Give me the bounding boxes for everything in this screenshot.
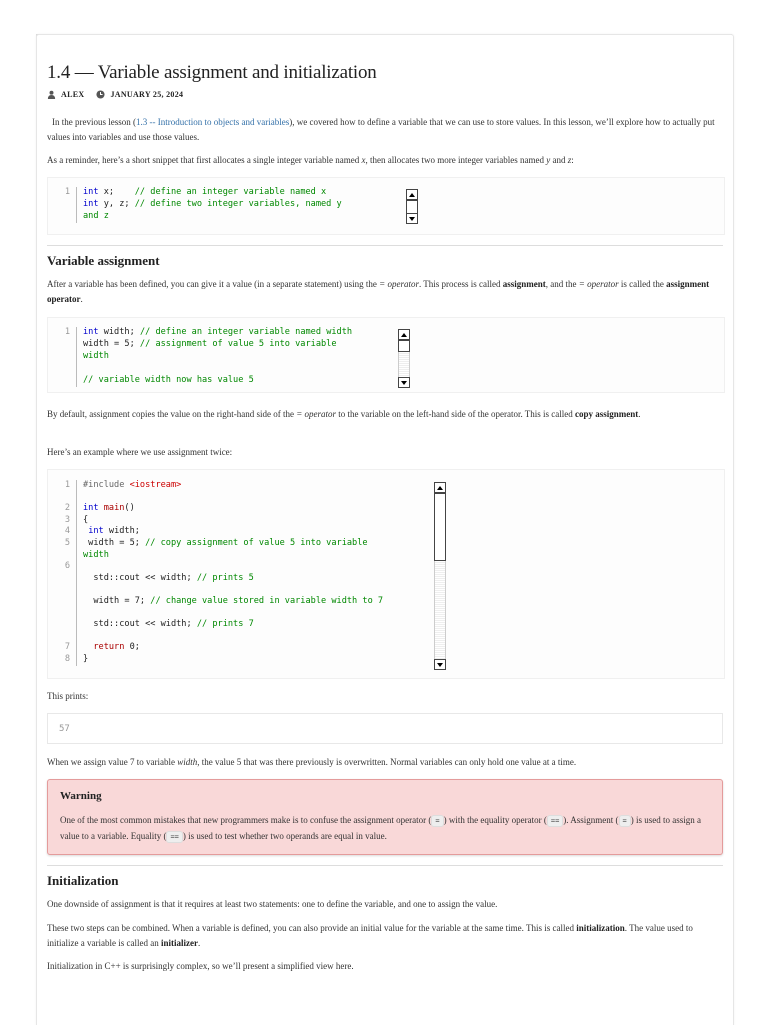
scroll-thumb[interactable] [434,493,446,561]
code-line: width = 7; // change value stored in variable width to 7 [83,596,384,606]
line-number: 3 [64,514,70,525]
section-divider [47,865,723,866]
scroll-down-button[interactable] [406,213,418,224]
code-line: return 0; [93,642,140,653]
scroll-up-button[interactable] [406,189,418,200]
inline-code-equality: == [547,815,563,827]
code-line: width [83,351,109,361]
user-icon [47,90,56,99]
clock-icon [96,90,105,99]
code-line: #include <iostream> [83,480,182,490]
section-heading-variable-assignment: Variable assignment [47,253,160,268]
inline-code-assign: = [431,815,443,827]
copy-assignment-paragraph: By default, assignment copies the value on the right-hand side of the = operator to the variable on the left-hand side of the operator. This is called copy assignment. [47,409,641,419]
code-block-3 [47,469,725,679]
code-line: { [83,514,89,525]
code-block-1-scrollbar[interactable] [406,189,420,225]
scroll-down-button[interactable] [434,659,446,670]
scroll-thumb[interactable] [406,200,418,214]
example-intro-paragraph: Here’s an example where we use assignment twice: [47,447,233,457]
code-block-2 [47,317,725,393]
section-divider [47,245,723,246]
assignment-paragraph: After a variable has been defined, you can give it a value (in a separate statement) using the = operator. This process is called assignment, and the = operator is called the assignment operator. [47,279,710,304]
code-block-1 [47,177,725,235]
scroll-thumb[interactable] [398,340,410,352]
scroll-track[interactable] [398,352,410,377]
code-line: std::cout << width; // prints 5 [83,572,254,583]
code-line: int width; // define an integer variable named width [83,327,353,337]
intro-paragraph: In the previous lesson (1.3 -- Introduction to objects and variables), we covered how to define a variable that we can use to store values. In this lesson, we’ll explore how to actually put values into variables and use those values. [47,117,715,142]
code-line: std::cout << width; // prints 7 [83,619,254,630]
scroll-down-button[interactable] [398,377,410,388]
section-heading-initialization: Initialization [47,873,119,888]
publish-date: JANUARY 25, 2024 [110,90,184,99]
scroll-up-button[interactable] [434,482,446,493]
prints-label: This prints: [47,691,89,701]
init-paragraph-1: One downside of assignment is that it requires at least two statements: one to define the variable, and one to assign the value. [47,899,498,909]
scroll-track[interactable] [434,561,446,659]
line-number: 1 [64,327,70,337]
gutter-line [76,480,77,666]
article-meta [47,90,183,99]
code-line: } [83,654,89,664]
output-text: 57 [59,724,70,734]
warning-heading: Warning [60,790,102,802]
line-number: 6 [64,561,70,572]
code-block-3-scrollbar[interactable] [434,482,448,670]
program-output [47,713,723,744]
init-paragraph-2: These two steps can be combined. When a variable is defined, you can also provide an initial value for the variable at the same time. This is called initialization. The value used to initialize a variable is called an initializer. [47,923,693,948]
code-line: // variable width now has value 5 [83,375,254,385]
line-number: 8 [64,654,70,664]
inline-code-assign: = [619,815,631,827]
line-number: 5 [64,538,70,548]
code-line: width = 5; // copy assignment of value 5 into variable [83,538,368,548]
reminder-paragraph: As a reminder, here’s a short snippet that first allocates a single integer variable named x, then allocates two more integer variables named y and z: [47,155,574,165]
code-line: and z [83,211,109,221]
gutter-line [76,327,77,387]
overwrite-paragraph: When we assign value 7 to variable width, the value 5 that was there previously is overwritten. Normal variables can only hold one value at a time. [47,757,577,767]
init-paragraph-3: Initialization in C++ is surprisingly complex, so we’ll present a simplified view here. [47,961,354,971]
code-line: int x; // define an integer variable named x [83,187,327,197]
code-line: int width; [88,526,140,537]
code-line: int main() [83,503,135,514]
warning-text: One of the most common mistakes that new programmers make is to confuse the assignment operator ( = ) with the equality operator ( == ). Assignment ( = ) is used to assign a value to a variable. Equality ( == ) is used to test whether two operands are equal in value. [60,815,702,841]
line-number: 7 [64,642,70,653]
gutter-line [76,187,77,223]
previous-lesson-link[interactable]: 1.3 -- Introduction to objects and variables [135,117,290,127]
page-title: 1.4 — Variable assignment and initialization [47,62,377,83]
line-number: 1 [64,480,70,490]
article-card [36,34,734,1025]
inline-code-equality: == [166,831,182,843]
code-line: width = 5; // assignment of value 5 into variable [83,339,337,349]
code-block-2-scrollbar[interactable] [398,329,412,389]
code-line: int y, z; // define two integer variables, named y [83,199,342,209]
code-line: width [83,549,109,560]
warning-box [47,779,723,855]
author-name[interactable]: ALEX [61,90,85,99]
line-number: 1 [64,187,70,197]
line-number: 4 [64,526,70,537]
line-number: 2 [64,503,70,514]
scroll-up-button[interactable] [398,329,410,340]
